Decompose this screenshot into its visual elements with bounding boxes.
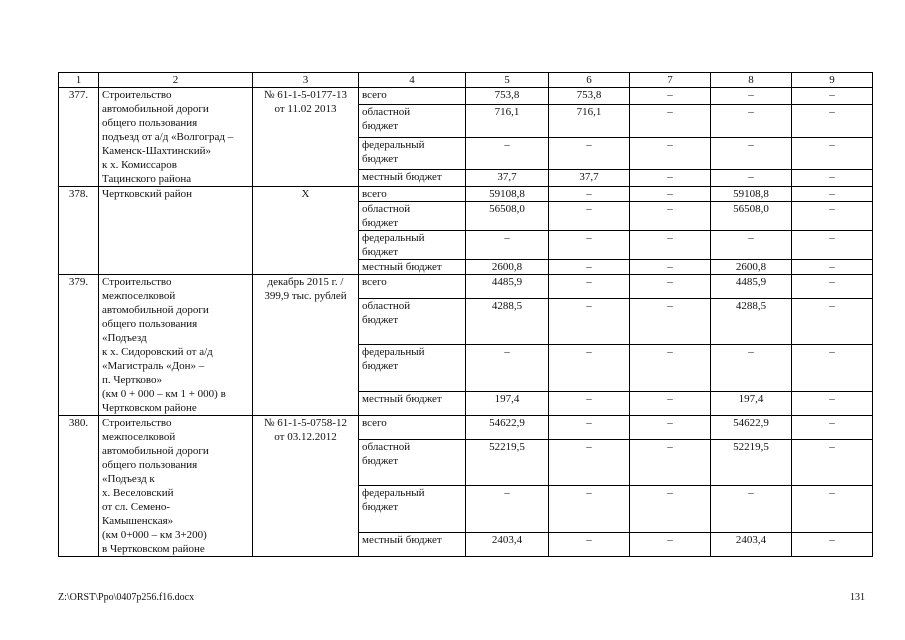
- amount-c6: –: [549, 532, 630, 556]
- document-reference: Х: [253, 187, 359, 275]
- file-path: Z:\ORST\Ppo\0407p256.f16.docx: [58, 592, 195, 603]
- amount-c9: –: [792, 391, 873, 415]
- amount-c8: 197,4: [711, 391, 792, 415]
- amount-c7: –: [630, 88, 711, 105]
- amount-c7: –: [630, 532, 711, 556]
- table-row: [59, 88, 873, 105]
- amount-c7: –: [630, 345, 711, 391]
- budget-source: федеральный бюджет: [359, 486, 466, 532]
- program-table: [58, 72, 873, 557]
- budget-source: всего: [359, 275, 466, 299]
- amount-c7: –: [630, 104, 711, 137]
- amount-c7: –: [630, 486, 711, 532]
- amount-c7: –: [630, 137, 711, 170]
- document-reference: № 61-1-5-0177-13 от 11.02 2013: [253, 88, 359, 187]
- amount-c9: –: [792, 532, 873, 556]
- amount-c5: –: [466, 137, 549, 170]
- amount-c9: –: [792, 345, 873, 391]
- amount-c8: 54622,9: [711, 416, 792, 440]
- budget-source: местный бюджет: [359, 170, 466, 187]
- amount-c8: 4288,5: [711, 299, 792, 345]
- amount-c6: –: [549, 187, 630, 202]
- amount-c6: –: [549, 260, 630, 275]
- amount-c5: 197,4: [466, 391, 549, 415]
- entry-number: 379.: [59, 275, 99, 416]
- amount-c8: 56508,0: [711, 202, 792, 231]
- budget-source: всего: [359, 88, 466, 105]
- column-number: 3: [253, 73, 359, 88]
- table-row: [59, 275, 873, 299]
- amount-c7: –: [630, 299, 711, 345]
- amount-c5: –: [466, 345, 549, 391]
- amount-c9: –: [792, 299, 873, 345]
- column-number: 8: [711, 73, 792, 88]
- amount-c6: 716,1: [549, 104, 630, 137]
- amount-c5: –: [466, 231, 549, 260]
- amount-c6: –: [549, 391, 630, 415]
- project-name: Строительство автомобильной дороги общего пользования подъезд от а/д «Волгоград – Каменск-Шахтинский» к х. Комиссаров Тацинского района: [99, 88, 253, 187]
- document-reference: № 61-1-5-0758-12 от 03.12.2012: [253, 416, 359, 557]
- column-number-row: [59, 73, 873, 88]
- amount-c8: –: [711, 345, 792, 391]
- amount-c9: –: [792, 275, 873, 299]
- column-number: 1: [59, 73, 99, 88]
- project-name: Строительство межпоселковой автомобильной дороги общего пользования «Подъезд к х. Сидоровский от а/д «Магистраль «Дон» – п. Чертково» (км 0 + 000 – км 1 + 000) в Чертковском районе: [99, 275, 253, 416]
- amount-c6: –: [549, 231, 630, 260]
- amount-c8: –: [711, 88, 792, 105]
- amount-c9: –: [792, 170, 873, 187]
- amount-c9: –: [792, 260, 873, 275]
- amount-c5: 52219,5: [466, 440, 549, 486]
- amount-c7: –: [630, 275, 711, 299]
- budget-source: местный бюджет: [359, 391, 466, 415]
- budget-source: всего: [359, 416, 466, 440]
- amount-c6: 753,8: [549, 88, 630, 105]
- amount-c6: –: [549, 486, 630, 532]
- budget-source: федеральный бюджет: [359, 137, 466, 170]
- amount-c8: –: [711, 231, 792, 260]
- amount-c5: 2600,8: [466, 260, 549, 275]
- table-row: [59, 187, 873, 202]
- column-number: 4: [359, 73, 466, 88]
- budget-source: местный бюджет: [359, 260, 466, 275]
- document-reference: декабрь 2015 г. / 399,9 тыс. рублей: [253, 275, 359, 416]
- column-number: 9: [792, 73, 873, 88]
- amount-c7: –: [630, 260, 711, 275]
- amount-c6: –: [549, 275, 630, 299]
- amount-c9: –: [792, 416, 873, 440]
- amount-c8: –: [711, 486, 792, 532]
- budget-source: федеральный бюджет: [359, 345, 466, 391]
- amount-c8: –: [711, 170, 792, 187]
- entry-number: 380.: [59, 416, 99, 557]
- budget-source: федеральный бюджет: [359, 231, 466, 260]
- amount-c5: 4288,5: [466, 299, 549, 345]
- amount-c9: –: [792, 202, 873, 231]
- project-name: Чертковский район: [99, 187, 253, 275]
- amount-c5: 716,1: [466, 104, 549, 137]
- table-body: [59, 88, 873, 557]
- amount-c8: –: [711, 104, 792, 137]
- budget-source: областной бюджет: [359, 104, 466, 137]
- amount-c7: –: [630, 440, 711, 486]
- amount-c5: 54622,9: [466, 416, 549, 440]
- amount-c5: 56508,0: [466, 202, 549, 231]
- amount-c9: –: [792, 137, 873, 170]
- amount-c9: –: [792, 486, 873, 532]
- amount-c6: –: [549, 416, 630, 440]
- amount-c6: –: [549, 440, 630, 486]
- amount-c8: 2403,4: [711, 532, 792, 556]
- amount-c6: –: [549, 202, 630, 231]
- column-number: 6: [549, 73, 630, 88]
- entry-number: 377.: [59, 88, 99, 187]
- amount-c8: 52219,5: [711, 440, 792, 486]
- budget-source: всего: [359, 187, 466, 202]
- amount-c9: –: [792, 231, 873, 260]
- amount-c8: 4485,9: [711, 275, 792, 299]
- budget-source: местный бюджет: [359, 532, 466, 556]
- column-number: 2: [99, 73, 253, 88]
- amount-c5: 37,7: [466, 170, 549, 187]
- amount-c8: –: [711, 137, 792, 170]
- amount-c8: 2600,8: [711, 260, 792, 275]
- amount-c5: 2403,4: [466, 532, 549, 556]
- amount-c5: 4485,9: [466, 275, 549, 299]
- amount-c9: –: [792, 88, 873, 105]
- amount-c9: –: [792, 104, 873, 137]
- amount-c7: –: [630, 231, 711, 260]
- amount-c5: –: [466, 486, 549, 532]
- amount-c7: –: [630, 391, 711, 415]
- entry-number: 378.: [59, 187, 99, 275]
- page-number: 131: [850, 592, 865, 603]
- budget-source: областной бюджет: [359, 299, 466, 345]
- amount-c6: 37,7: [549, 170, 630, 187]
- budget-source: областной бюджет: [359, 440, 466, 486]
- amount-c7: –: [630, 202, 711, 231]
- budget-source: областной бюджет: [359, 202, 466, 231]
- amount-c7: –: [630, 170, 711, 187]
- amount-c7: –: [630, 416, 711, 440]
- amount-c5: 59108,8: [466, 187, 549, 202]
- project-name: Строительство межпоселковой автомобильной дороги общего пользования «Подъезд к х. Веселовский от сл. Семено- Камышенская» (км 0+000 – км 3+200) в Чертковском районе: [99, 416, 253, 557]
- table-row: [59, 416, 873, 440]
- amount-c7: –: [630, 187, 711, 202]
- amount-c5: 753,8: [466, 88, 549, 105]
- amount-c6: –: [549, 137, 630, 170]
- amount-c8: 59108,8: [711, 187, 792, 202]
- column-number: 7: [630, 73, 711, 88]
- amount-c9: –: [792, 187, 873, 202]
- amount-c6: –: [549, 345, 630, 391]
- amount-c6: –: [549, 299, 630, 345]
- amount-c9: –: [792, 440, 873, 486]
- column-number: 5: [466, 73, 549, 88]
